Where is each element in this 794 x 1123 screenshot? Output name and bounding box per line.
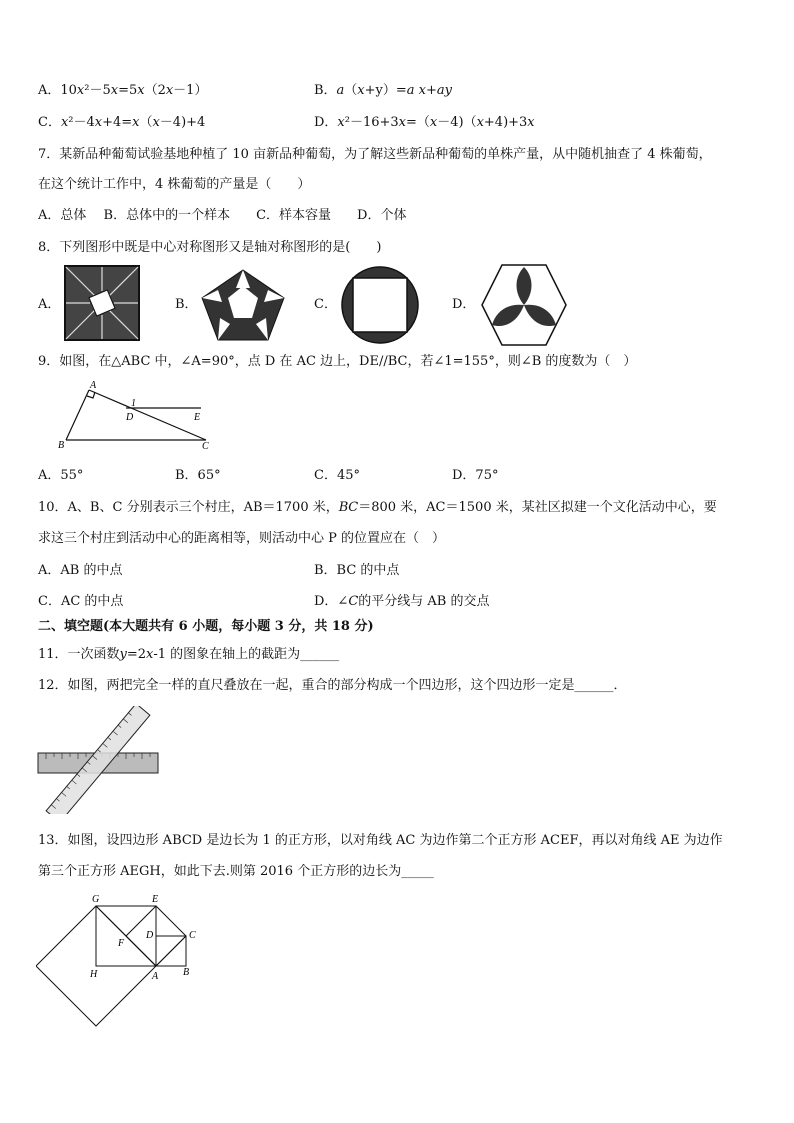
q7-options: A．总体 B．总体中的一个样本 C．样本容量 D．个体 (38, 208, 407, 223)
q8-figure-b (200, 268, 286, 342)
q8-figure-a (64, 265, 140, 341)
q8-stem: 8．下列图形中既是中心对称图形又是轴对称图形的是( ) (38, 240, 382, 255)
section-2-heading: 二、填空题(本大题共有 6 小题，每小题 3 分，共 18 分) (38, 619, 374, 634)
q13-stem-line2: 第三个正方形 AEGH，如此下去.则第 2016 个正方形的边长为_____ (38, 864, 434, 879)
q9-side-ac (89, 390, 206, 440)
q13-label-e: E (152, 894, 159, 905)
q6-option-a: A．10𝑥²－5𝑥=5𝑥（2𝑥－1） (38, 83, 208, 98)
q8-figure-d (480, 263, 568, 347)
q6-option-c: C．𝑥²－4𝑥+4=𝑥（𝑥－4)+4 (38, 115, 206, 130)
q8-label-d: D． (452, 297, 476, 312)
q6-option-d: D．𝑥²－16+3𝑥=（𝑥－4)（𝑥+4)+3𝑥 (314, 115, 535, 130)
q9-option-d: D．75° (452, 468, 499, 483)
q13-label-g: G (92, 894, 100, 905)
q9-option-b: B．65° (175, 468, 221, 483)
q10-option-d: D．∠𝐶的平分线与 AB 的交点 (314, 594, 490, 609)
q8-label-a: A． (38, 297, 61, 312)
q13-label-f: F (118, 938, 125, 949)
q6-option-b: B．𝑎（𝑥+y）=𝑎 𝑥+𝑎𝑦 (314, 83, 452, 98)
q13-label-b: B (183, 967, 190, 978)
q8-label-b: B． (175, 297, 198, 312)
q9-option-c: C．45° (314, 468, 360, 483)
q7-stem-line2: 在这个统计工作中，4 株葡萄的产量是（ ） (38, 177, 311, 192)
q9-label-d: D (126, 412, 134, 423)
q11-stem: 11．一次函数𝑦=2𝑥-1 的图象在轴上的截距为______ (38, 647, 340, 662)
q9-label-b: B (58, 440, 65, 451)
q12-stem: 12．如图，两把完全一样的直尺叠放在一起，重合的部分构成一个四边形，这个四边形一定是______． (38, 678, 627, 693)
q9-label-e: E (194, 412, 201, 423)
q13-figure (36, 890, 206, 1030)
q10-option-c: C．AC 的中点 (38, 594, 124, 609)
q10-option-a: A．AB 的中点 (38, 563, 123, 578)
q12-figure (36, 706, 162, 814)
q10-stem-line2: 求这三个村庄到活动中心的距离相等，则活动中心 P 的位置应在（ ） (38, 531, 446, 546)
q9-label-angle-1: 1 (131, 398, 136, 409)
q8-figure-c (340, 265, 420, 345)
q9-figure (56, 380, 216, 452)
q7-stem-line1: 7．某新品种葡萄试验基地种植了 10 亩新品种葡萄，为了解这些新品种葡萄的单株产量，从中随机抽查了 4 株葡萄， (38, 147, 712, 162)
q13-label-h: H (90, 969, 98, 980)
q9-stem: 9．如图，在△ABC 中，∠A=90°，点 D 在 AC 边上，DE//BC，若∠1=155°，则∠B 的度数为（ ） (38, 354, 637, 369)
q13-stem-line1: 13．如图，设四边形 ABCD 是边长为 1 的正方形，以对角线 AC 为边作第二个正方形 ACEF，再以对角线 AE 为边作 (38, 833, 723, 848)
q9-label-c: C (202, 441, 209, 452)
q9-side-ab (66, 390, 89, 440)
q9-label-a: A (90, 380, 97, 391)
q13-label-d: D (146, 930, 154, 941)
q10-stem-line1: 10．A、B、C 分别表示三个村庄，AB＝1700 米，𝐵𝐶＝800 米，AC＝1500 米，某社区拟建一个文化活动中心，要 (38, 500, 717, 515)
q13-label-c: C (189, 930, 196, 941)
q13-label-a: A (152, 971, 159, 982)
q10-option-b: B．BC 的中点 (314, 563, 400, 578)
q9-option-a: A．55° (38, 468, 84, 483)
q8-label-c: C． (314, 297, 337, 312)
